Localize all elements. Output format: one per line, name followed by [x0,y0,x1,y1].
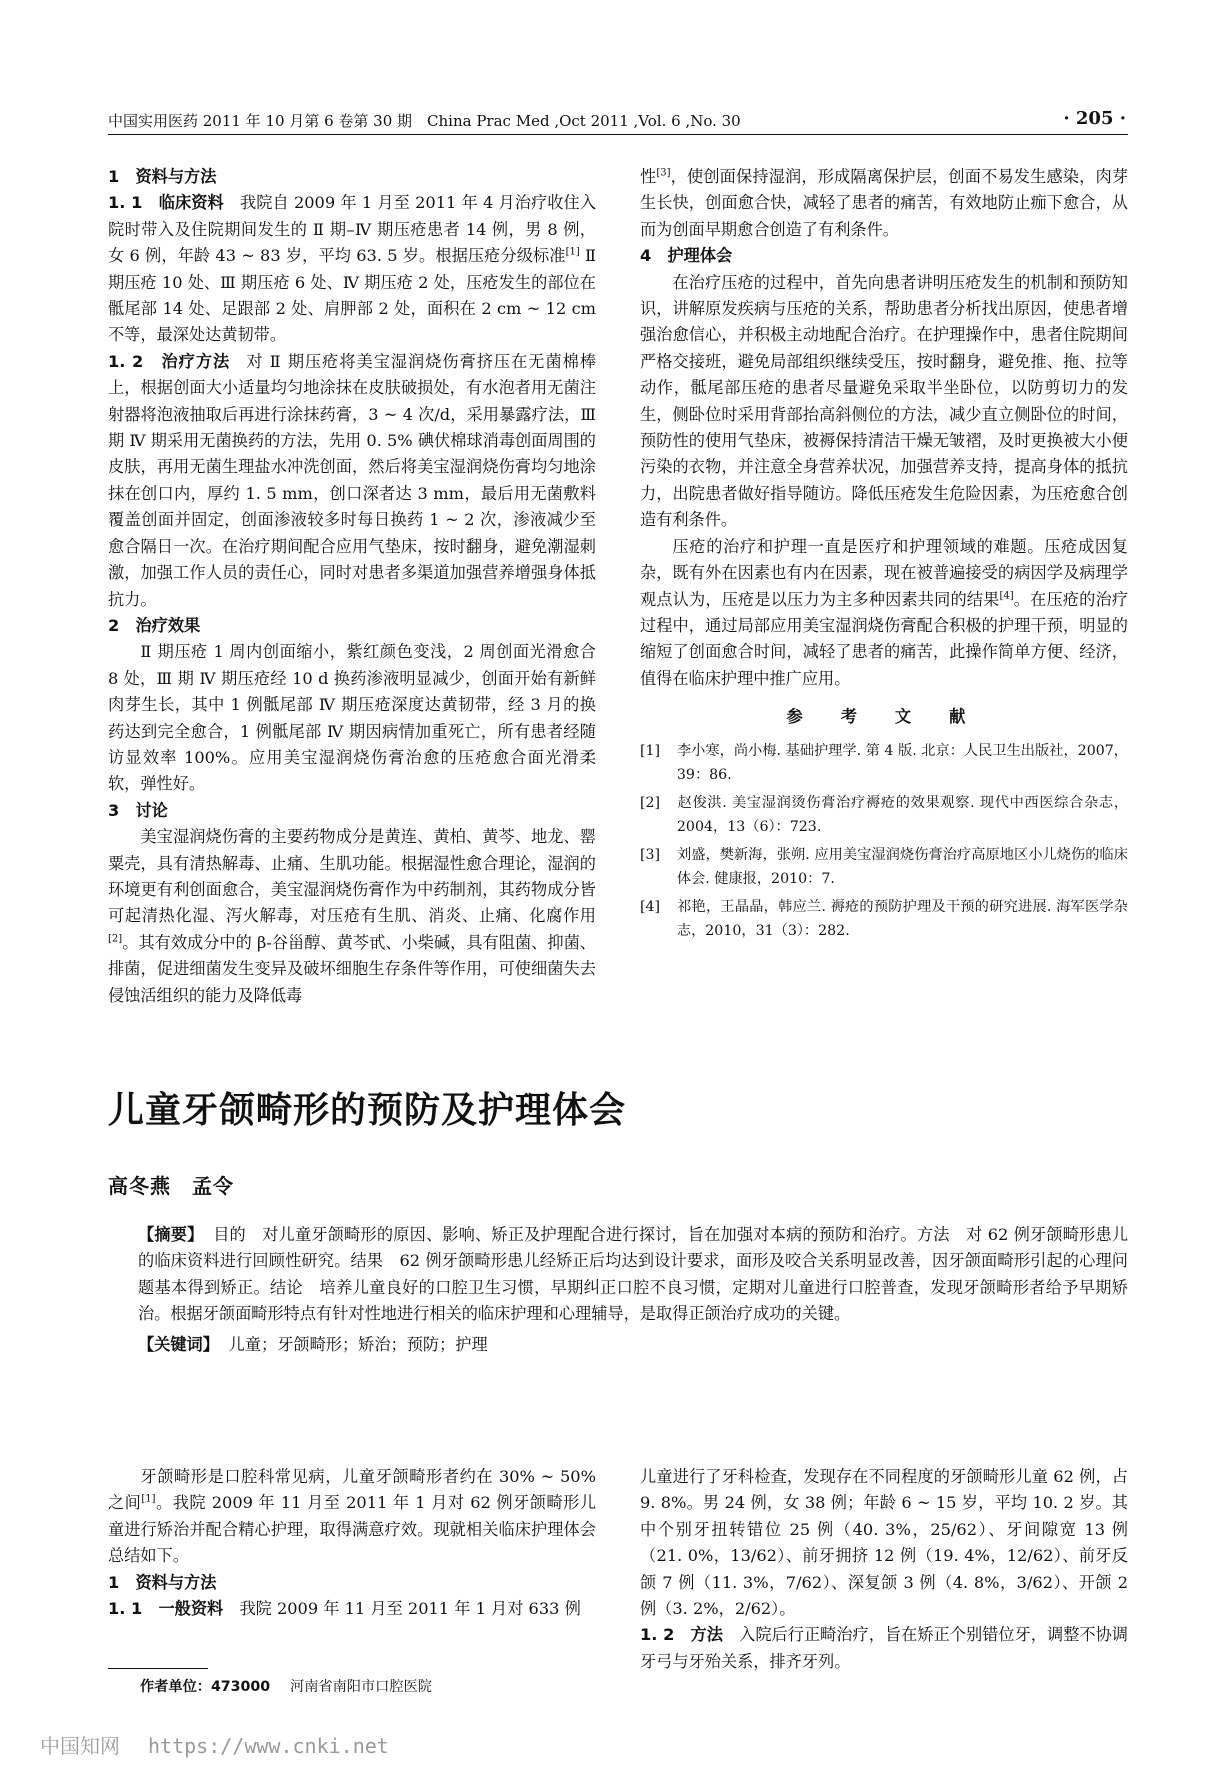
cnki-watermark [40,1730,389,1759]
paragraph-text: 牙颌畸形是口腔科常见病，儿童牙颌畸形者约在 30% ~ 50% 之间 [108,1467,596,1513]
prev-article-left-column [108,164,596,1009]
paragraph-text: 我院 2009 年 11 月至 2011 年 1 月对 633 例 [239,1599,581,1619]
subsection-heading: 1. 2 治疗方法 [108,351,231,371]
paragraph-text: 。我院 2009 年 11 月至 2011 年 1 月对 62 例牙颌畸形儿童进行矫治并配合精心护理，取得满意疗效。现就相关临床护理体会总结如下。 [108,1493,597,1566]
paragraph [108,1464,596,1570]
paragraph [640,1464,1128,1622]
citation-marker: [1] [141,1494,156,1506]
section-heading: 3 讨论 [108,800,168,820]
paragraph-text: 美宝湿润烧伤膏的主要药物成分是黄连、黄柏、黄芩、地龙、罂粟壳，具有清热解毒、止痛、生肌功能。根据湿性愈合理论，湿润的环境更有利创面愈合，美宝湿润烧伤膏作为中药制剂，其药物成分皆可起清热化湿、泻火解毒，对压疮有生肌、消炎、止痛、化腐作用 [108,827,596,926]
affiliation-text: 河南省南阳市口腔医院 [290,1679,432,1695]
paragraph-text: 。其有效成分中的 β-谷甾醇、黄芩甙、小柴碱，具有阻菌、抑菌、排菌，促进细菌发生变异及破坏细胞生存条件等作用，可使细菌失去侵蚀活组织的能力及降低毒 [108,932,596,1005]
paragraph [108,190,596,348]
footnote-rule [108,1668,208,1669]
paragraph-text: 入院后行正畸治疗，旨在矫正个别错位牙，调整不协调牙弓与牙殆关系，排齐牙列。 [640,1625,1128,1671]
running-header [108,108,1128,135]
paragraph-text: 。在压疮的治疗过程中，通过局部应用美宝湿润烧伤膏配合积极的护理干预，明显的缩短了创面愈合时间，减轻了患者的痛苦，此操作简单方便、经济，值得在临床护理中推广应用。 [640,589,1129,688]
subsection-heading: 1. 1 一般资料 [108,1599,224,1619]
watermark-url: https://www.cnki.net [148,1734,389,1758]
paragraph-text: Ⅱ 期压疮 10 处、Ⅲ 期压疮 6 处、Ⅳ 期压疮 2 处，压疮发生的部位在骶尾部 14 处、足跟部 2 处、肩胛部 2 处，面积在 2 cm ~ 12 cm 不等，最深处达黄韧带。 [108,246,596,345]
subsection-heading: 1. 1 临床资料 [108,193,224,213]
reference-item: [4] 祁艳，王晶晶，韩应兰. 褥疮的预防护理及干预的研究进展. 海军医学杂志，2010，31（3）：282. [640,898,1128,939]
article-title: 儿童牙颌畸形的预防及护理体会 [108,1090,627,1131]
author-affiliation [140,1676,432,1696]
citation-marker: [2] [108,933,123,945]
journal-line: 中国实用医药 2011 年 10 月第 6 卷第 30 期 China Prac Med ,Oct 2011 ,Vol. 6 ,No. 30 [108,112,741,130]
paragraph [108,349,596,613]
section-heading: 2 治疗效果 [108,615,201,635]
keywords-label: 【关键词】 [138,1334,219,1354]
paragraph-text: 在治疗压疮的过程中，首先向患者讲明压疮发生的机制和预防知识，讲解原发疾病与压疮的关系，帮助患者分析找出原因，使患者增强治愈信心，并积极主动地配合治疗。在护理操作中，患者住院期间严格交接班，避免局部组织继续受压，按时翻身，避免推、拖、拉等动作，骶尾部压疮的患者尽量避免采取半坐卧位，以防剪切力的发生，侧卧位时采用背部抬高斜侧位的方法，减少直立侧卧位的时间，预防性的使用气垫床，被褥保持清洁干燥无皱褶，及时更换被大小便污染的衣物，并注意全身营养状况，加强营养支持，提高身体的抵抗力，出院患者做好指导随访。降低压疮发生危险因素，为压疮愈合创造有利条件。 [640,272,1128,530]
paragraph-text: ，使创面保持湿润，形成隔离保护层，创面不易发生感染，肉芽生长快，创面愈合快，减轻了患者的痛苦，有效地防止痂下愈合，从而为创面早期愈合创造了有利条件。 [640,167,1129,239]
abstract-label: 【摘要】 [138,1225,204,1244]
prev-article-right-body [640,164,1128,692]
citation-marker: [4] [999,590,1014,602]
abstract [138,1222,1128,1328]
paragraph-text: 压疮的治疗和护理一直是医疗和护理领域的难题。压疮成因复杂，既有外在因素也有内在因素，现在被普遍接受的病因学及病理学观点认为，压疮是以压力为主多种因素共同的结果 [640,536,1128,609]
section-heading: 4 护理体会 [640,246,733,266]
references-list [640,739,1128,943]
prev-article-right-column [640,164,1128,943]
paragraph-text: 儿童进行了牙科检查，发现存在不同程度的牙颌畸形儿童 62 例，占 9. 8%。男 24 例，女 38 例；年龄 6 ~ 15 岁，平均 10. 2 岁。其中个别牙扭转错位 25 例（40. 3%，25/62）、牙间隙宽 13 例（21. 0%，13/62）、前牙拥挤 12 例（19. 4%，12/62）、前牙反颌 7 例（11. 3%，7/62）、深复颌 3 例（4. 8%，3/62）、开颌 2 例（3. 2%，2/62）。 [640,1467,1128,1619]
abstract-text: 目的 对儿童牙颌畸形的原因、影响、矫正及护理配合进行探讨，旨在加强对本病的预防和治疗。方法 对 62 例牙颌畸形患儿的临床资料进行回顾性研究。结果 62 例牙颌畸形患儿经矫正后均达到设计要求，面形及咬合关系明显改善，因牙颌面畸形引起的心理问题基本得到矫正。结论 培养儿童良好的口腔卫生习惯，早期纠正口腔不良习惯，定期对儿童进行口腔普查，发现牙颌畸形者给予早期矫治。根据牙颌面畸形特点有针对性地进行相关的临床护理和心理辅导，是取得正颌治疗成功的关键。 [138,1225,1129,1324]
paragraph [108,1596,596,1622]
paragraph-text: 我院自 2009 年 1 月至 2011 年 4 月治疗收住入院时带入及住院期间发生的 Ⅱ 期–Ⅳ 期压疮患者 14 例，男 8 例，女 6 例，年龄 43 ~ 83 岁，平均 63. 5 岁。根据压疮分级标准 [108,193,597,266]
article-right-column [640,1464,1128,1675]
section-heading: 1 资料与方法 [108,1572,217,1592]
subsection-heading: 1. 2 方法 [640,1625,723,1645]
reference-item: [2] 赵俊洪. 美宝湿润烫伤膏治疗褥疮的效果观察. 现代中西医综合杂志，2004，13（6）：723. [640,794,1128,835]
article-authors: 高冬燕 孟令 [108,1174,234,1198]
affiliation-label: 作者单位：473000 [140,1679,271,1695]
paragraph-text: 性 [640,167,657,186]
paragraph [640,1622,1128,1675]
reference-item: [1] 李小寒，尚小梅. 基础护理学. 第 4 版. 北京：人民卫生出版社，2007，39：86. [640,742,1128,783]
paragraph-text: 对 Ⅱ 期压疮将美宝湿润烧伤膏挤压在无菌棉棒上，根据创面大小适量均匀地涂抹在皮肤破损处，有水泡者用无菌注射器将泡液抽取后再进行涂抹药膏，3 ~ 4 次/d，采用暴露疗法，Ⅲ 期 Ⅳ 期采用无菌换药的方法，先用 0. 5% 碘伏棉球消毒创面周围的皮肤，再用无菌生理盐水冲洗创面，然后将美宝湿润烧伤膏均匀地涂抹在创口内，厚约 1. 5 mm，创口深者达 3 mm，最后用无菌敷料覆盖创面并固定，创面渗液较多时每日换药 1 ~ 2 次，渗液减少至愈合隔日一次。在治疗期间配合应用气垫床，按时翻身，避免潮湿刺激，加强工作人员的责任心，同时对患者多渠道加强营养增强身体抵抗力。 [108,351,597,609]
reference-item: [3] 刘盛，樊新海，张朔. 应用美宝湿润烧伤膏治疗高原地区小儿烧伤的临床体会. 健康报，2010：7. [640,846,1128,887]
keywords-text: 儿童；牙颌畸形；矫治；预防；护理 [228,1334,488,1354]
article-left-column [108,1464,596,1622]
paragraph [108,824,596,1009]
references-heading: 参 考 文 献 [786,707,982,727]
citation-marker: [3] [656,167,671,179]
paragraph [640,164,1128,243]
paragraph [640,270,1128,534]
citation-marker: [1] [565,246,580,258]
section-heading: 1 资料与方法 [108,167,217,186]
watermark-site: 中国知网 [40,1734,120,1758]
paragraph [108,639,596,797]
page-number: · 205 · [1063,108,1126,129]
paragraph [640,534,1128,692]
paragraph-text: Ⅱ 期压疮 1 周内创面缩小，紫红颜色变浅，2 周创面光滑愈合 8 处，Ⅲ 期 Ⅳ 期压疮经 10 d 换药渗液明显减少，创面开始有新鲜肉芽生长，其中 1 例骶尾部 Ⅳ 期压疮深度达黄韧带，经 3 月的换药达到完全愈合，1 例骶尾部 Ⅳ 期因病情加重死亡，所有患者经随访显效率 100%。应用美宝湿润烧伤膏治愈的压疮愈合面光滑柔软，弹性好。 [108,642,596,794]
keywords [138,1332,1128,1358]
abstract-block [138,1222,1128,1358]
